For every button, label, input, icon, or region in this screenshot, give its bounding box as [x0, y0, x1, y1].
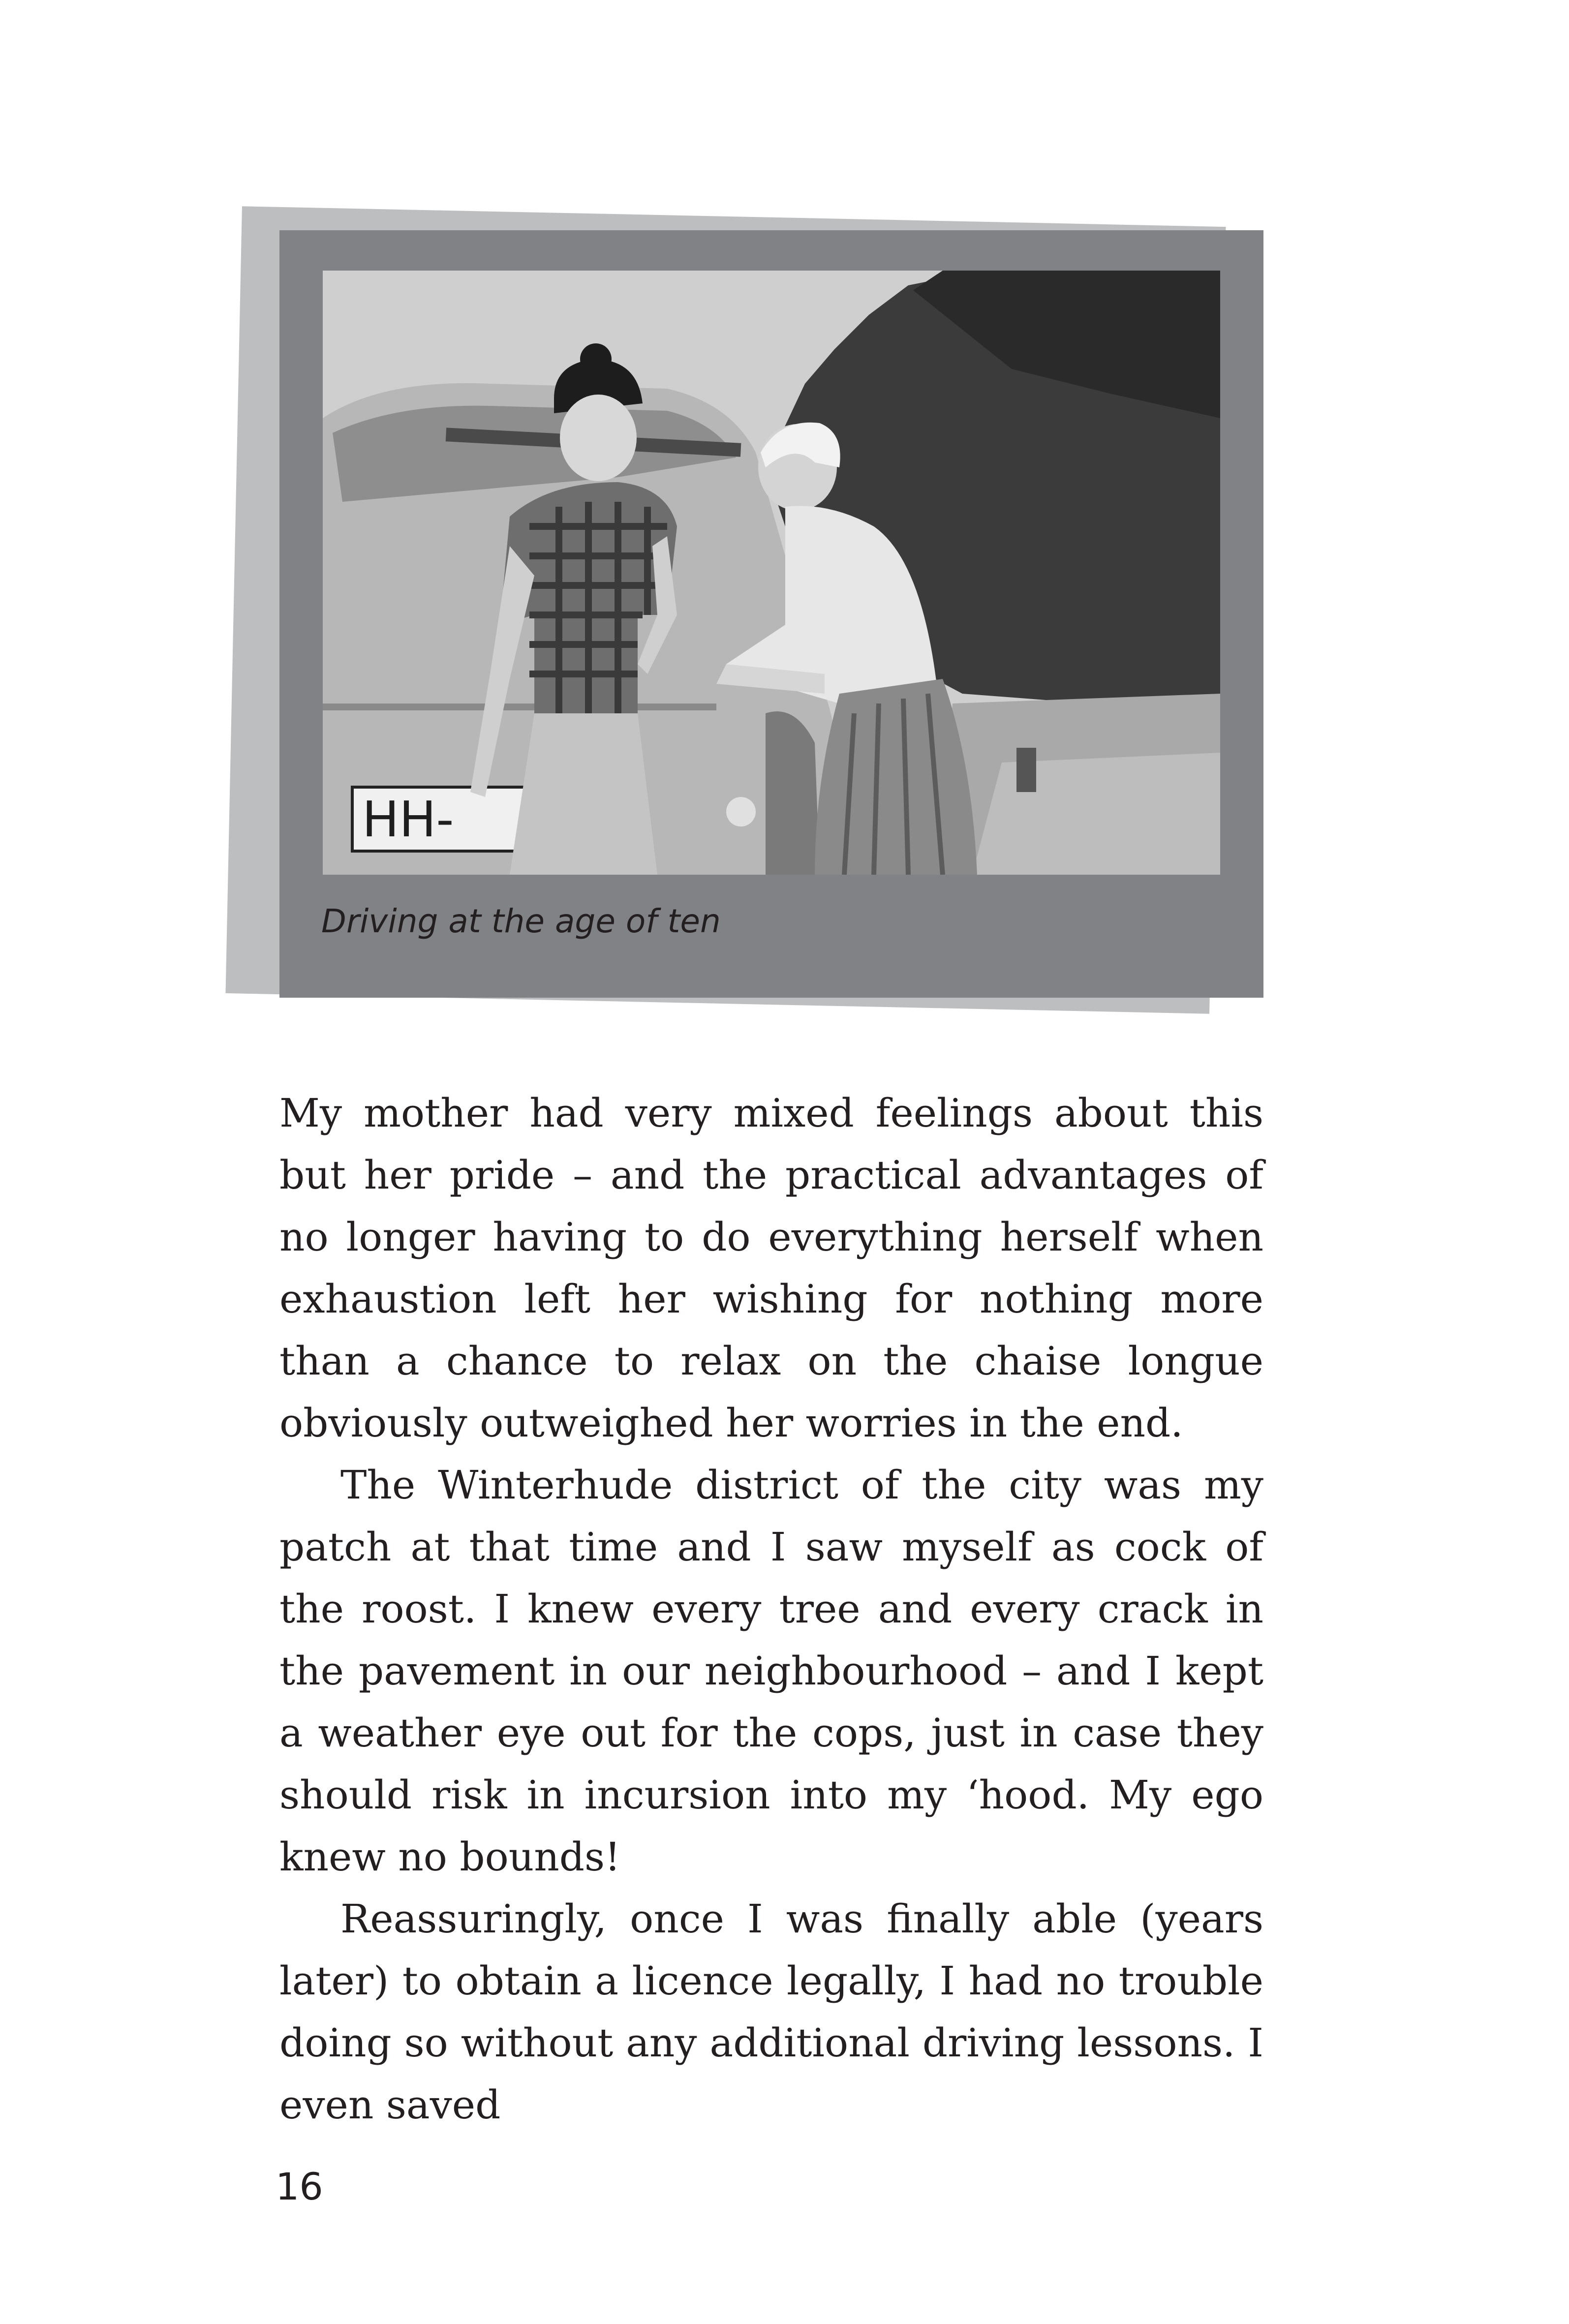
- paragraph: My mother had very mixed feelings about this but her pride – and the practical advantages of no longer having to do everything herself when exhaustion left her wishing for nothing more than a chance to relax on the chaise longue obviously outweighed her worries in the end.: [279, 1090, 1263, 1446]
- body-text: [279, 1082, 1263, 2136]
- photograph: [323, 271, 1220, 875]
- paragraph: Reassuringly, once I was finally able (years later) to obtain a licence legally, I had no trouble doing so without any additional driving lessons. I even saved: [279, 1896, 1263, 2128]
- photo-illustration: [323, 271, 1220, 875]
- paragraph: The Winterhude district of the city was my patch at that time and I saw myself as cock of the roost. I knew every tree and every crack in the pavement in our neighbourhood – and I kept a weather eye out for the cops, just in case they should risk in incursion into my ‘hood. My ego knew no bounds!: [279, 1462, 1263, 1880]
- page-number: 16: [276, 2165, 323, 2208]
- photo-frame: [279, 230, 1263, 998]
- photo-caption: Driving at the age of ten: [321, 902, 721, 940]
- license-plate-text: HH-: [362, 791, 454, 848]
